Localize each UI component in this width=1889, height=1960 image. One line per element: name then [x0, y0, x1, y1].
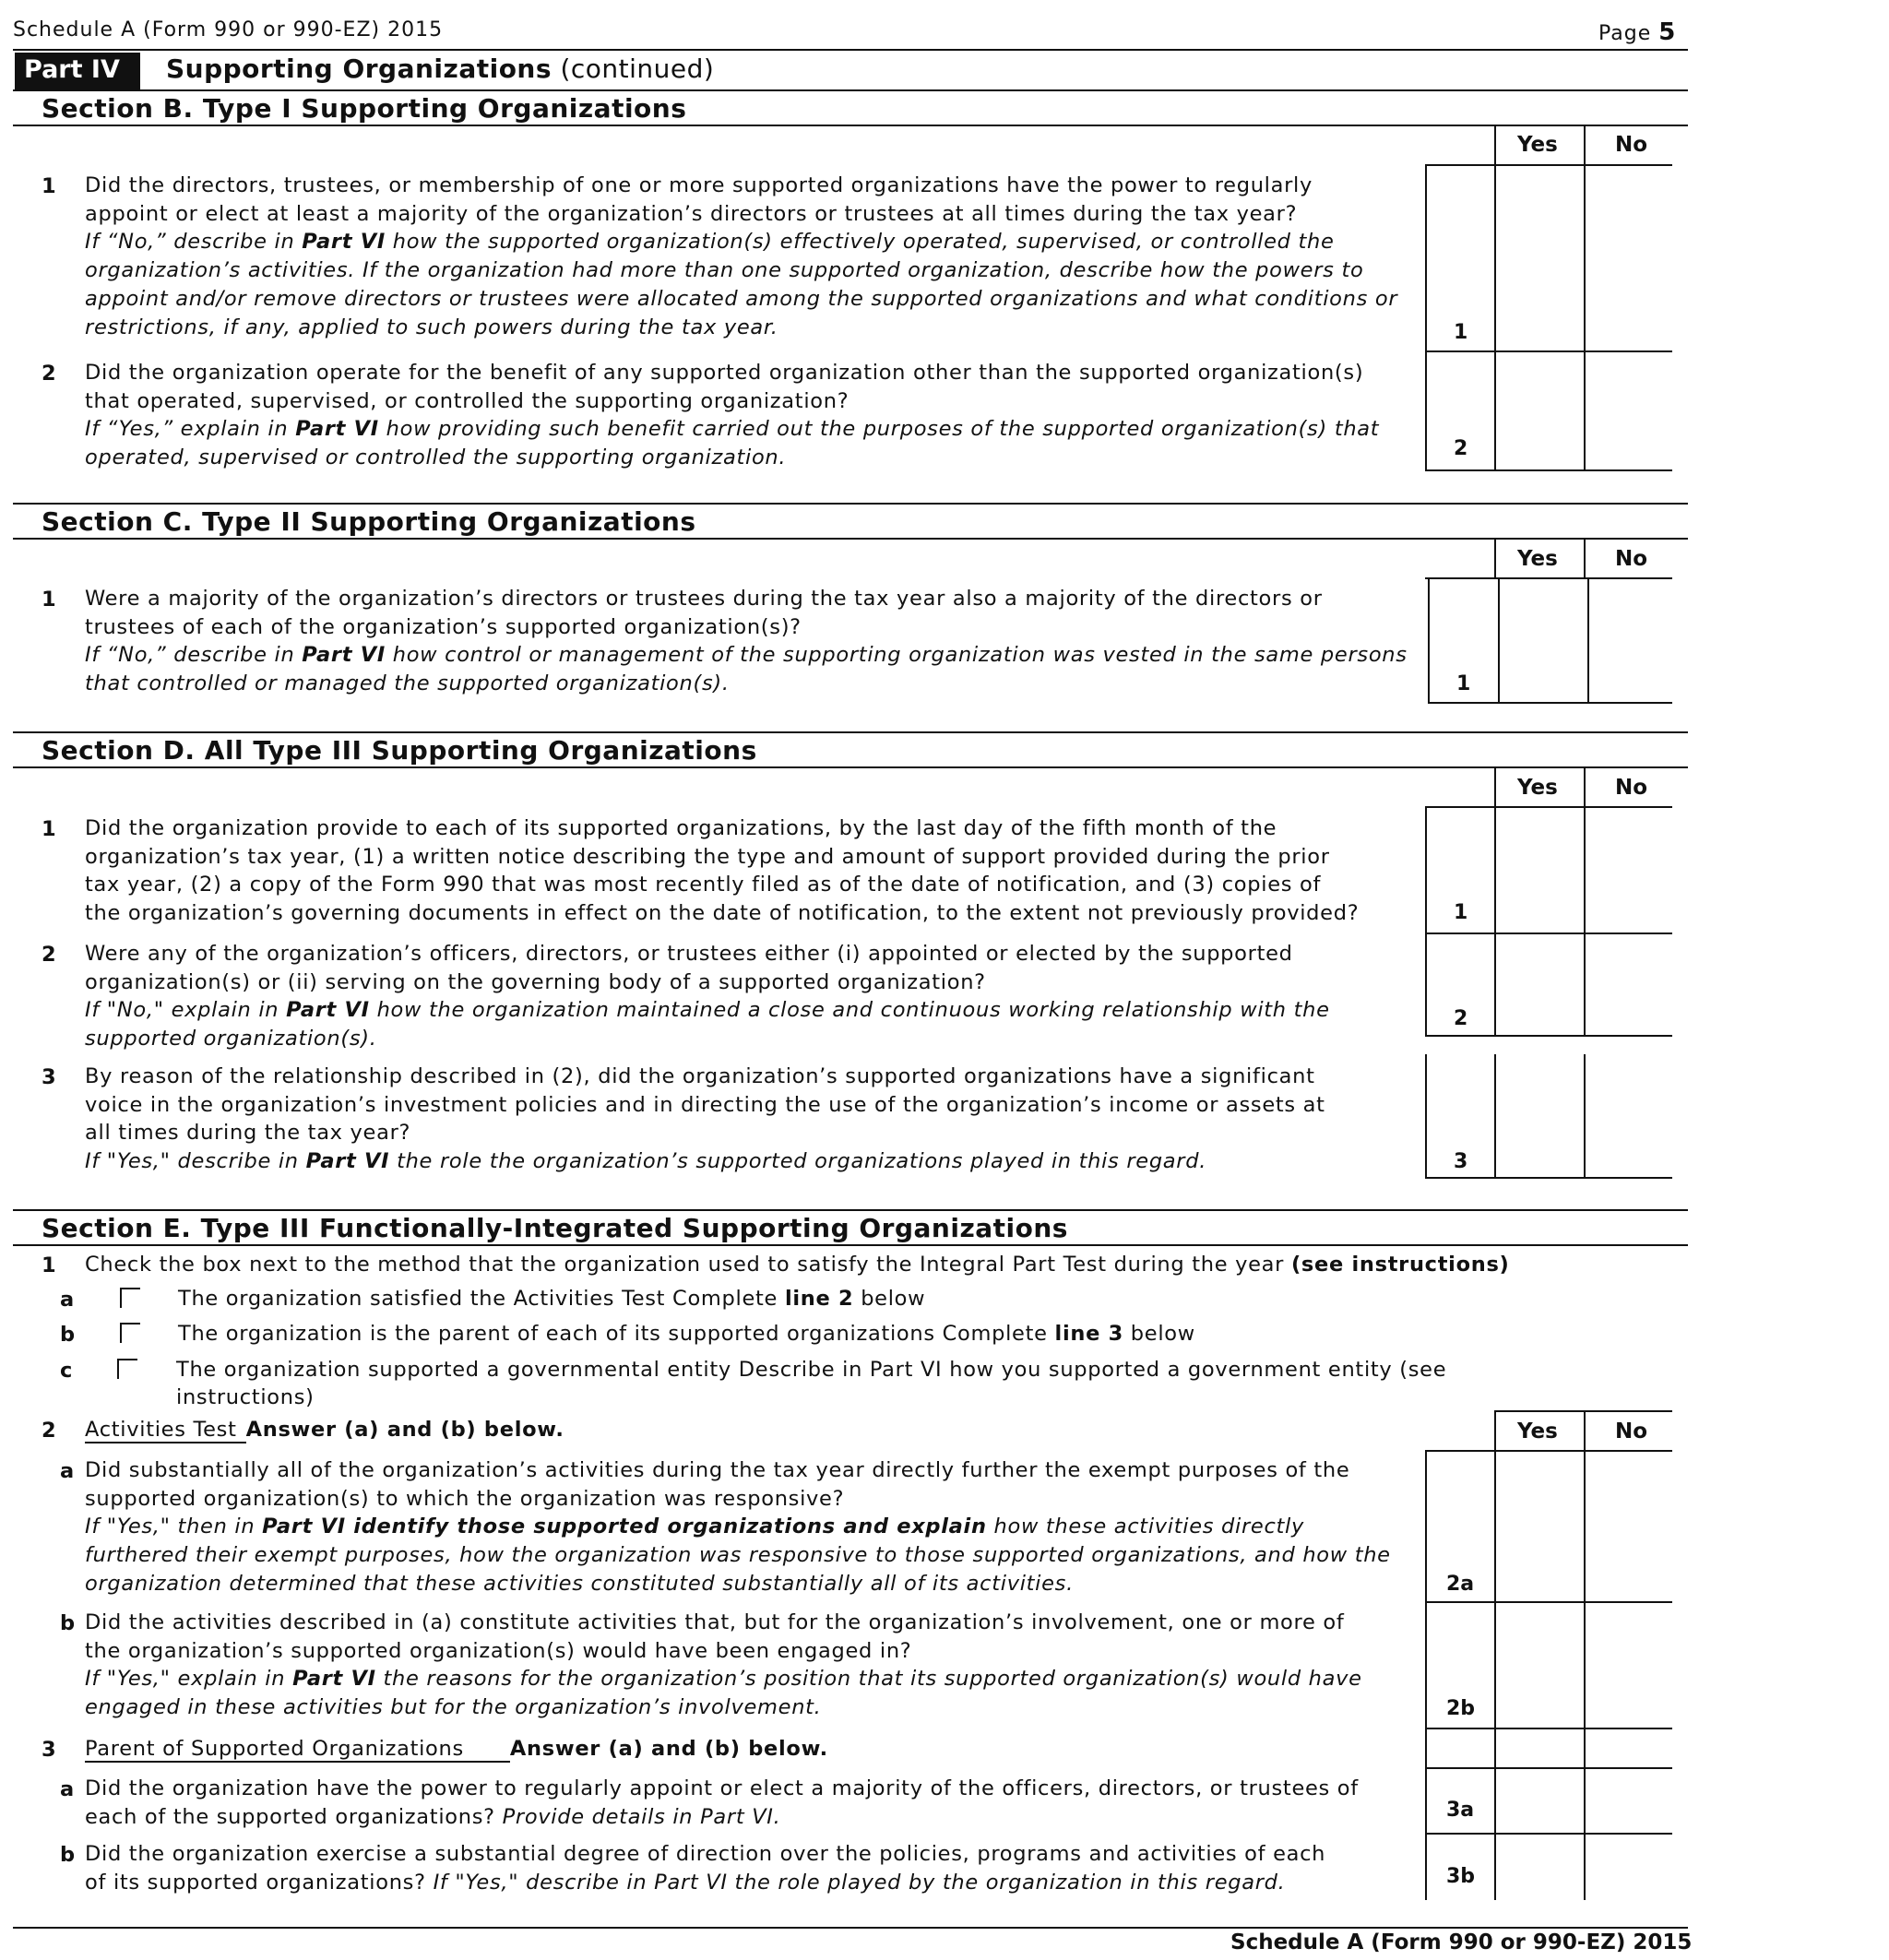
yes-header: Yes	[1517, 133, 1558, 157]
checkbox-activities-test[interactable]	[120, 1288, 140, 1308]
form-title-header: Schedule A (Form 990 or 990-EZ) 2015	[13, 18, 444, 42]
no-answer-box[interactable]	[1586, 1056, 1672, 1177]
yes-header: Yes	[1517, 776, 1558, 800]
no-answer-box[interactable]	[1586, 934, 1672, 1035]
yes-answer-box[interactable]	[1496, 1835, 1584, 1900]
checkbox-parent-organization[interactable]	[120, 1323, 140, 1343]
question-text: Check the box next to the method that the organization used to satisfy the Integral Part Test during the year (see instructions)	[85, 1253, 1510, 1277]
checkbox-governmental-entity[interactable]	[117, 1359, 137, 1379]
section-c-rule	[13, 538, 1688, 540]
option-letter: a	[60, 1777, 75, 1801]
question-number: 2	[42, 362, 56, 386]
line-ref: 2b	[1446, 1697, 1476, 1720]
question-text: Did the organization have the power to regularly appoint or elect a majority of the officers, directors, or trustees of each of the supported organizations? Provide details in Part VI.	[85, 1776, 1359, 1829]
option-letter: a	[60, 1459, 75, 1483]
section-e-rule	[13, 1244, 1688, 1246]
no-header: No	[1615, 133, 1648, 157]
option-letter: c	[60, 1359, 73, 1383]
subsection-heading: Parent of Supported Organizations Answer (a) and (b) below.	[85, 1737, 828, 1761]
yes-answer-box[interactable]	[1500, 579, 1587, 702]
line-ref: 1	[1454, 321, 1468, 344]
question-text: Were a majority of the organization’s directors or trustees during the tax year also a majority of the directors or trustees of each of the organization’s supported organization(s)? If “No,” describe in Part VI how control or management of the supporting organization was vested in the same persons that controlled or managed the supported organization(s).	[85, 587, 1408, 696]
question-text: By reason of the relationship described in (2), did the organization’s supported organizations have a significant voice in the organization’s investment policies and in directing the use of the organization’s income or assets at all times during the tax year? If "Yes," describe in Part VI the role the organization’s supported organizations played in this regard.	[85, 1064, 1325, 1174]
yes-answer-box[interactable]	[1496, 1056, 1584, 1177]
yes-answer-box[interactable]	[1496, 352, 1584, 469]
option-text: The organization satisfied the Activities Test Complete line 2 below	[178, 1287, 926, 1311]
question-number: 3	[42, 1738, 56, 1762]
part-tag: Part IV	[15, 53, 140, 89]
yes-answer-box[interactable]	[1496, 1769, 1584, 1833]
option-letter: b	[60, 1323, 76, 1347]
no-answer-box[interactable]	[1586, 1769, 1672, 1833]
no-answer-box[interactable]	[1586, 1603, 1672, 1728]
question-text: Were any of the organization’s officers, directors, or trustees either (i) appointed or elected by the supported organization(s) or (ii) serving on the governing body of a supported organization? If "No," explain in Part VI how the organization maintained a close and continuous working relationship with the supported organization(s).	[85, 942, 1330, 1051]
line-ref: 2a	[1446, 1573, 1475, 1596]
yes-answer-box[interactable]	[1496, 1452, 1584, 1601]
question-number: 2	[42, 943, 56, 967]
yes-answer-box[interactable]	[1496, 166, 1584, 350]
section-c-top-rule	[13, 503, 1688, 505]
yes-answer-box[interactable]	[1496, 808, 1584, 932]
line-ref: 3b	[1446, 1865, 1476, 1888]
part-title: Supporting Organizations (continued)	[166, 53, 715, 84]
subsection-heading: Activities Test Answer (a) and (b) below.	[85, 1418, 564, 1442]
section-b-title: Section B. Type I Supporting Organizations	[42, 93, 687, 124]
section-b-rule	[13, 125, 1688, 126]
page-number: 5	[1658, 18, 1677, 46]
option-text: The organization is the parent of each of its supported organizations Complete line 3 below	[178, 1322, 1195, 1346]
question-text: Did the organization exercise a substantial degree of direction over the policies, programs and activities of each of its supported organizations? If "Yes," describe in Part VI the role played by the organization in this regard.	[85, 1842, 1326, 1895]
yes-header: Yes	[1517, 1420, 1558, 1443]
line-ref: 2	[1454, 1007, 1468, 1030]
option-letter: b	[60, 1843, 76, 1867]
question-number: 1	[42, 1253, 56, 1277]
footer-rule	[13, 1927, 1688, 1929]
yes-answer-box[interactable]	[1496, 934, 1584, 1035]
question-number: 2	[42, 1419, 56, 1443]
option-letter: b	[60, 1611, 76, 1635]
line-ref: 3	[1454, 1150, 1468, 1173]
yes-header: Yes	[1517, 547, 1558, 571]
no-header: No	[1615, 1420, 1648, 1443]
no-header: No	[1615, 776, 1648, 800]
option-text: The organization supported a governmental entity Describe in Part VI how you supported a government entity (see instructions)	[176, 1358, 1447, 1409]
no-answer-box[interactable]	[1586, 1835, 1672, 1900]
section-d-top-rule	[13, 731, 1688, 733]
section-d-rule	[13, 766, 1688, 768]
no-header: No	[1615, 547, 1648, 571]
section-e-top-rule	[13, 1209, 1688, 1211]
line-ref: 1	[1456, 672, 1471, 695]
no-answer-box[interactable]	[1586, 166, 1672, 350]
line-ref: 3a	[1446, 1799, 1475, 1822]
line-ref: 2	[1454, 437, 1468, 460]
no-answer-box[interactable]	[1586, 1452, 1672, 1601]
question-text: Did the organization operate for the benefit of any supported organization other than the supported organization(s) that operated, supervised, or controlled the supporting organization? If “Yes,” explain in Part VI how providing such benefit carried out the purposes of the supported organization(s) that operated, supervised or controlled the supporting organization.	[85, 361, 1380, 470]
no-answer-box[interactable]	[1586, 808, 1672, 932]
section-e-title: Section E. Type III Functionally-Integrated Supporting Organizations	[42, 1213, 1068, 1243]
section-d-title: Section D. All Type III Supporting Organizations	[42, 735, 757, 766]
question-number: 1	[42, 817, 56, 841]
yes-answer-box[interactable]	[1496, 1603, 1584, 1728]
no-answer-box[interactable]	[1586, 352, 1672, 469]
question-number: 1	[42, 174, 56, 198]
question-number: 3	[42, 1065, 56, 1089]
question-text: Did the organization provide to each of its supported organizations, by the last day of the fifth month of the organization’s tax year, (1) a written notice describing the type and amount of support provided during the prior tax year, (2) a copy of the Form 990 that was most recently filed as of the date of notification, and (3) copies of the organization’s governing documents in effect on the date of notification, to the extent not previously provided?	[85, 816, 1360, 926]
page-label: Page	[1598, 22, 1652, 45]
page-indicator	[1598, 18, 1676, 46]
question-text: Did the directors, trustees, or membership of one or more supported organizations have the power to regularly appoint or elect at least a majority of the organization’s directors or trustees at all times during the tax year? If “No,” describe in Part VI how the supported organization(s) effectively operated, supervised, or controlled the organization’s activities. If the organization had more than one supported organization, describe how the powers to appoint and/or remove directors or trustees were allocated among the supported organizations and what conditions or restrictions, if any, applied to such powers during the tax year.	[85, 173, 1398, 339]
question-text: Did the activities described in (a) constitute activities that, but for the organization’s involvement, one or more of the organization’s supported organization(s) would have been engaged in? If "Yes," explain in Part VI the reasons for the organization’s position that its supported organization(s) would have engaged in these activities but for the organization’s involvement.	[85, 1610, 1362, 1720]
option-letter: a	[60, 1288, 75, 1312]
line-ref: 1	[1454, 901, 1468, 924]
section-c-title: Section C. Type II Supporting Organizations	[42, 506, 696, 537]
part-rule	[13, 89, 1688, 91]
question-text: Did substantially all of the organization’s activities during the tax year directly further the exempt purposes of the supported organization(s) to which the organization was responsive? If "Yes," then in Part VI identify those supported organizations and explain how these activities directly furthered their exempt purposes, how the organization was responsive to those supported organizations, and how the organization determined that these activities constituted substantially all of its activities.	[85, 1458, 1391, 1596]
question-number: 1	[42, 588, 56, 612]
form-title-footer: Schedule A (Form 990 or 990-EZ) 2015	[1230, 1930, 1693, 1954]
header-rule	[13, 49, 1688, 51]
no-answer-box[interactable]	[1589, 579, 1672, 702]
